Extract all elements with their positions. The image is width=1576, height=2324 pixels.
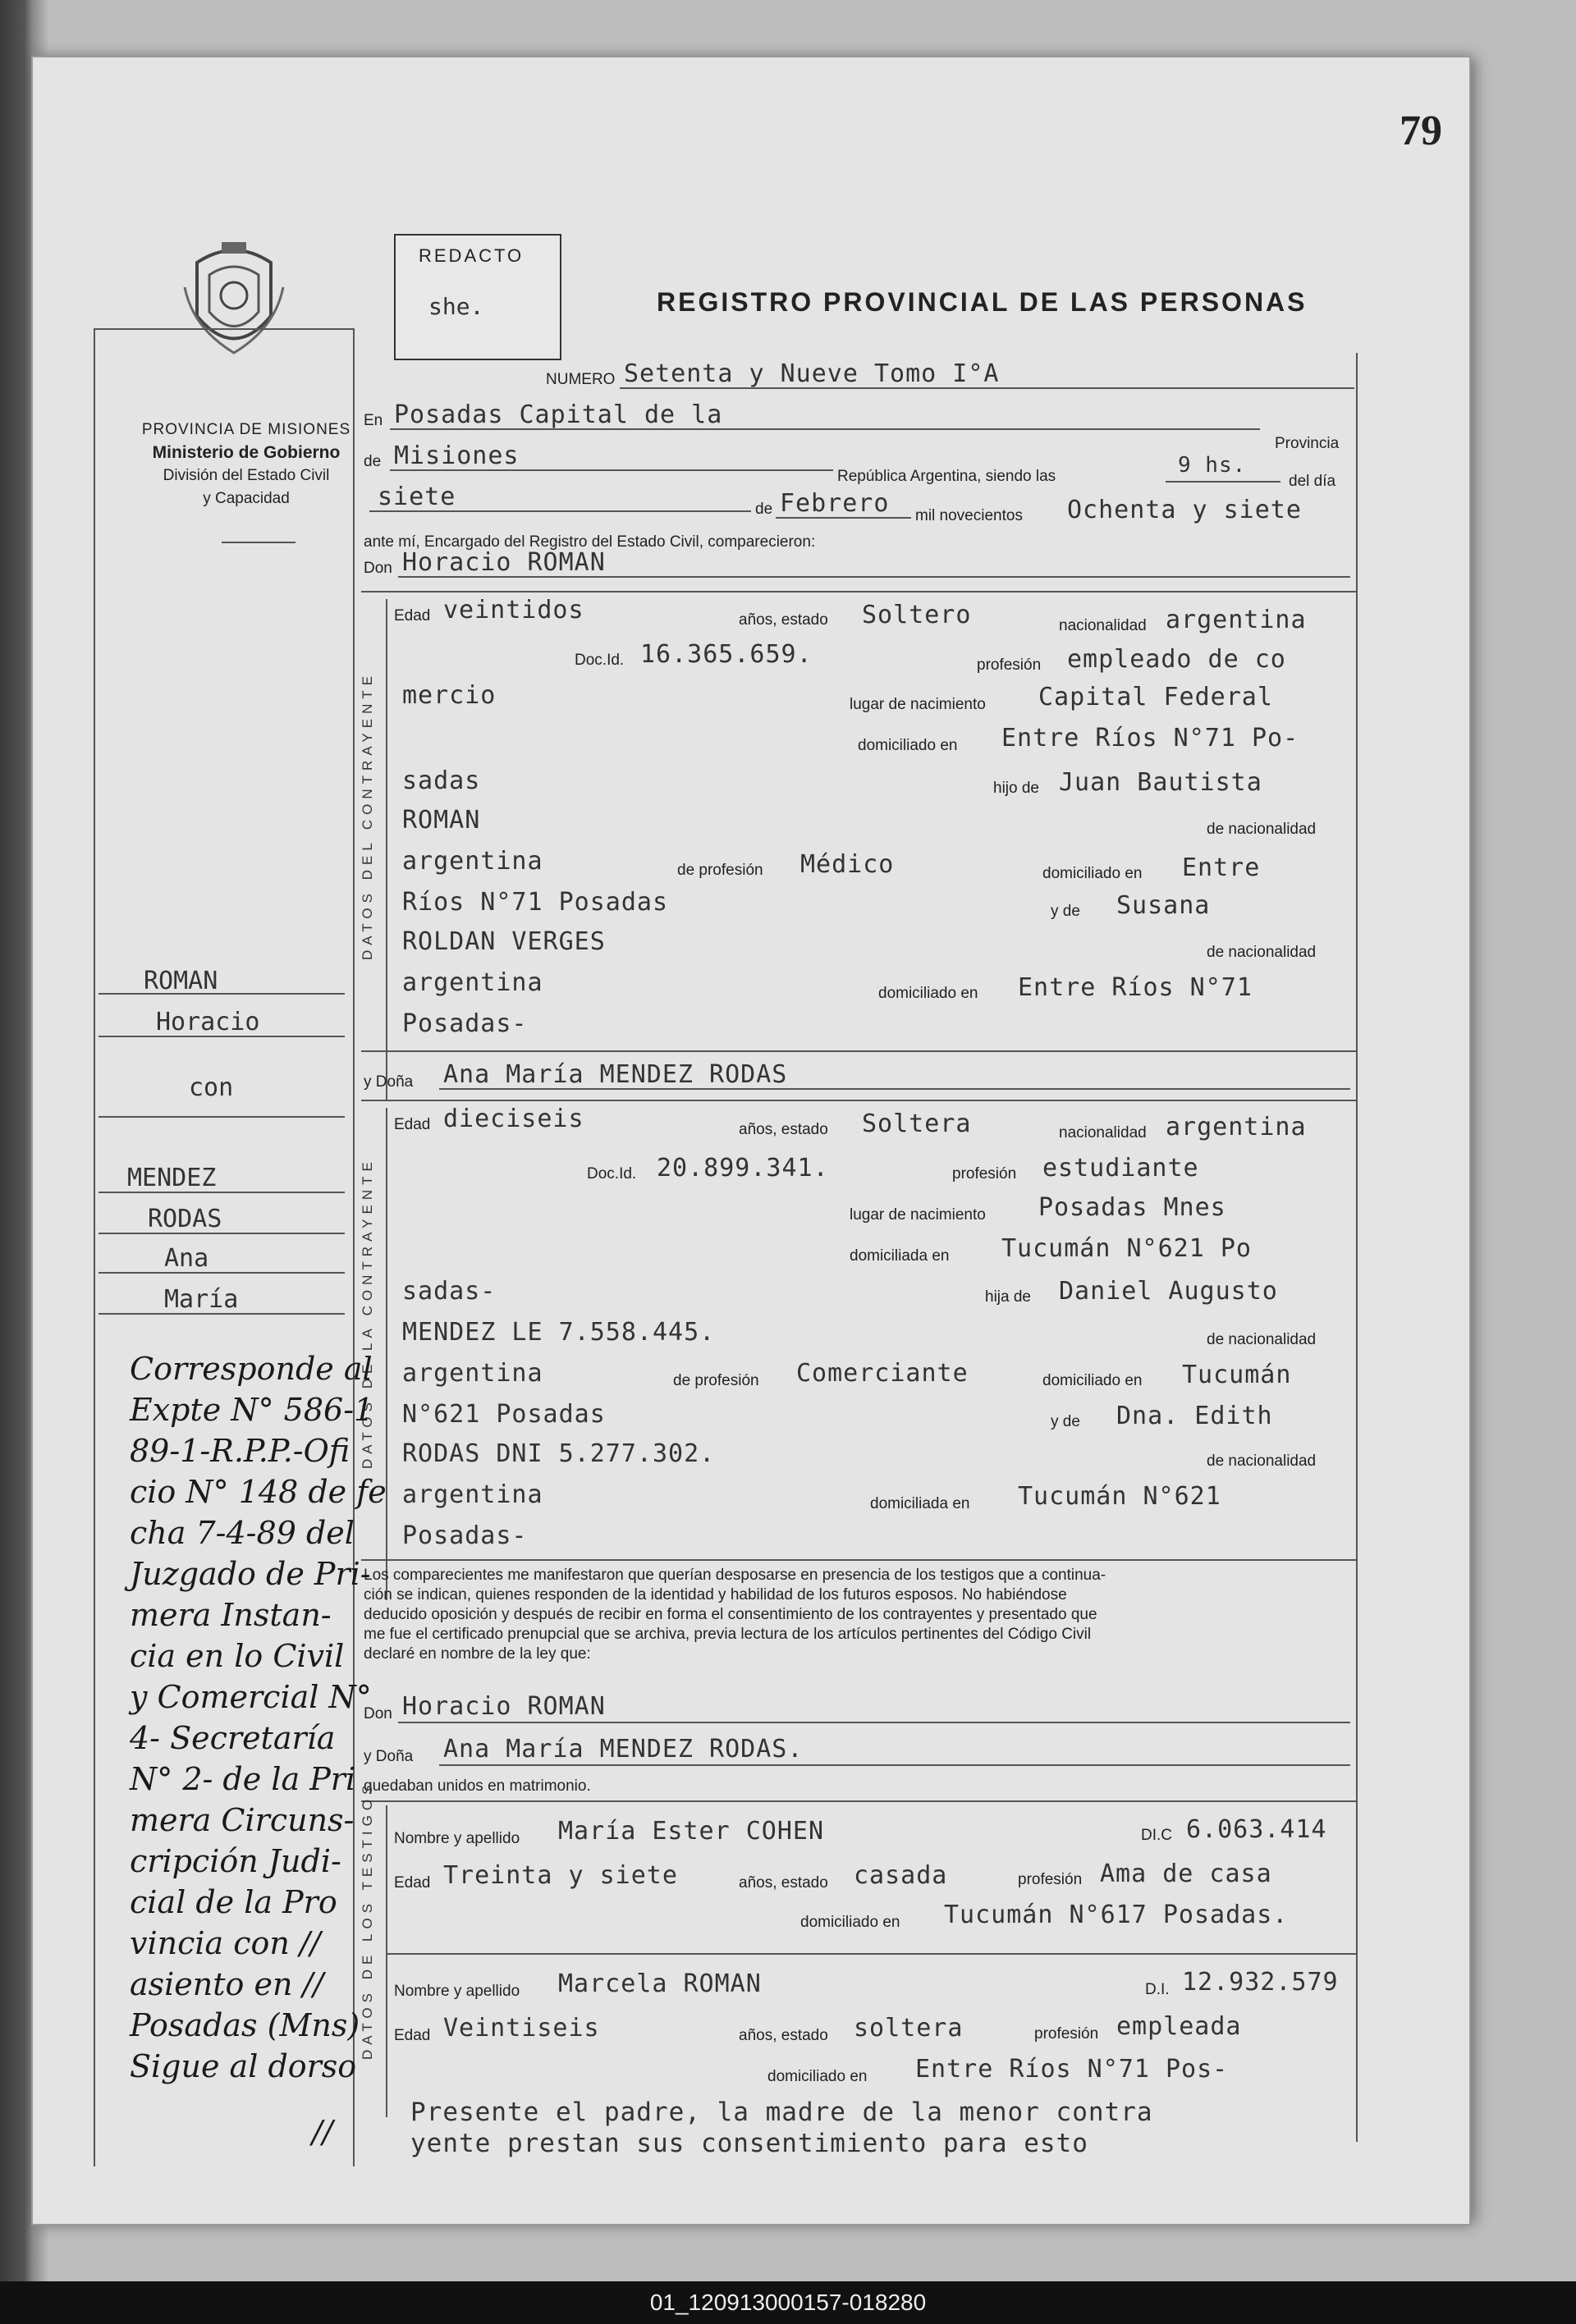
margin-slash-mark: //	[312, 2114, 333, 2150]
c2-padre-dom-cont: N°621 Posadas	[402, 1400, 606, 1429]
c2-profesion: estudiante	[1042, 1154, 1199, 1183]
testigo-divider	[386, 1953, 1356, 1955]
c2-padre-prof-label: de profesión	[673, 1372, 759, 1389]
testigos-section-line	[386, 1805, 387, 2117]
margin-note-line: cio N° 148 de fe	[130, 1474, 387, 1510]
t1-doc-label: DI.C	[1141, 1827, 1172, 1844]
c2-madre: Dna. Edith	[1116, 1402, 1273, 1430]
scan-footer-id: 01_120913000157-018280	[0, 2281, 1576, 2324]
t1-prof-label: profesión	[1018, 1871, 1083, 1888]
t1-edad: Treinta y siete	[443, 1861, 678, 1890]
don-label: Don	[364, 560, 392, 577]
t2-dom-label: domiciliado en	[767, 2068, 868, 2085]
c1-lugar: Capital Federal	[1038, 683, 1273, 711]
c2-estado: Soltera	[862, 1109, 972, 1138]
declaration-line: me fue el certificado prenupcial que se archiva, previa lectura de los artículos pertinentes del Código Civil	[364, 1626, 1092, 1643]
c1-profesion: empleado de co	[1067, 645, 1286, 674]
c2-doc-label: Doc.Id.	[587, 1165, 637, 1183]
margin-note-line: y Comercial N°	[130, 1679, 372, 1715]
c2-madre-dom: Tucumán N°621	[1018, 1482, 1221, 1511]
c1-doc: 16.365.659.	[640, 640, 813, 669]
margin-note-line: cripción Judi-	[130, 1843, 341, 1879]
margin-rule	[98, 993, 345, 995]
en-value: Posadas Capital de la	[394, 400, 723, 429]
margin-note-line: Juzgado de Pri-	[130, 1556, 371, 1592]
dona-label: y Doña	[364, 1073, 414, 1091]
margin-rule	[98, 1313, 345, 1315]
margin-top-line	[94, 328, 353, 330]
t2-nombre: Marcela ROMAN	[558, 1969, 762, 1998]
numero-line	[620, 387, 1354, 389]
c2-prof-label: profesión	[952, 1165, 1017, 1183]
document-title: REGISTRO PROVINCIAL DE LAS PERSONAS	[657, 287, 1308, 317]
declaration-line: declaré en nombre de la ley que:	[364, 1645, 591, 1663]
de-label: de	[364, 453, 382, 470]
decl-don-value: Horacio ROMAN	[402, 1692, 606, 1721]
dona-line	[439, 1088, 1350, 1090]
margin-note-line: Sigue al dorso	[130, 2048, 357, 2084]
c1-domicilio: Entre Ríos N°71 Po-	[1001, 724, 1299, 753]
margin-note-line: N° 2- de la Pri	[130, 1761, 356, 1797]
numero-value: Setenta y Nueve Tomo I°A	[624, 359, 1000, 388]
republica-label: República Argentina, siendo las	[837, 468, 1056, 485]
c1-estado-label: años, estado	[739, 611, 828, 629]
outer-margin-line	[94, 328, 95, 2166]
c2-padre-nac-label: de nacionalidad	[1207, 1331, 1317, 1348]
t2-edad-label: Edad	[394, 2027, 431, 2044]
t2-profesion: empleada	[1116, 2012, 1242, 2041]
dia-line	[369, 510, 751, 512]
right-border-line	[1356, 353, 1358, 2142]
t2-domicilio: Entre Ríos N°71 Pos-	[915, 2055, 1229, 2084]
t2-edad: Veintiseis	[443, 2014, 600, 2043]
margin-column-line	[353, 328, 355, 2166]
c2-madre-dom-label: domiciliada en	[870, 1495, 970, 1512]
mil-label: mil novecientos	[915, 507, 1023, 524]
c1-padre-apellido: ROMAN	[402, 806, 481, 835]
c1-lugar-label: lugar de nacimiento	[850, 696, 986, 713]
decl-dona-label: y Doña	[364, 1748, 414, 1765]
c2-lugar: Posadas Mnes	[1038, 1193, 1226, 1222]
t1-doc: 6.063.414	[1186, 1815, 1327, 1844]
c2-madre-nac-label: de nacionalidad	[1207, 1452, 1317, 1470]
testigos-extra-line-1: Presente el padre, la madre de la menor contra	[410, 2098, 1153, 2127]
de-value: Misiones	[394, 441, 520, 470]
en-label: En	[364, 412, 383, 429]
t2-doc: 12.932.579	[1182, 1968, 1339, 1997]
margin-note-line: Posadas (Mns)	[130, 2007, 360, 2043]
de-mes-label: de	[755, 501, 773, 518]
authority-province: PROVINCIA DE MISIONES	[141, 421, 351, 438]
de-line	[390, 469, 833, 471]
declaration-line: deducido oposición y después de recibir en forma el consentimiento de los contrayentes y presentado que	[364, 1606, 1097, 1623]
page-number: 79	[1400, 108, 1442, 154]
margin-note-line: vincia con //	[130, 1925, 321, 1961]
c2-lugar-label: lugar de nacimiento	[850, 1206, 986, 1224]
c1-padre-nac-label: de nacionalidad	[1207, 821, 1317, 838]
margin-note-line: Expte N° 586-1	[130, 1392, 374, 1428]
c1-profesion-cont: mercio	[402, 681, 497, 710]
c1-dom-label: domiciliado en	[858, 737, 958, 754]
contrayente1-section-label: DATOS DEL CONTRAYENTE	[360, 670, 375, 960]
margin-rule	[98, 1116, 345, 1118]
c1-nacionalidad: argentina	[1166, 606, 1307, 634]
don-line	[398, 576, 1350, 578]
c1-padre-dom-cont: Ríos N°71 Posadas	[402, 888, 669, 917]
authority-ministry: Ministerio de Gobierno	[152, 443, 341, 462]
quedaban-text: quedaban unidos en matrimonio.	[364, 1777, 591, 1795]
t1-profesion: Ama de casa	[1100, 1860, 1272, 1888]
margin-note-line: asiento en //	[130, 1966, 324, 2002]
don-value: Horacio ROMAN	[402, 548, 606, 577]
c1-domicilio-cont: sadas	[402, 766, 481, 795]
c2-estado-label: años, estado	[739, 1121, 828, 1138]
c2-madre-apellido: RODAS DNI 5.277.302.	[402, 1439, 716, 1468]
margin-note-line: mera Instan-	[130, 1597, 332, 1633]
c2-hija-label: hija de	[985, 1288, 1031, 1306]
c1-madre-nac-label: de nacionalidad	[1207, 944, 1317, 961]
coat-of-arms-seal-icon	[181, 238, 287, 361]
c1-edad: veintidos	[443, 596, 584, 624]
contrayente2-section-label: DATOS DE LA CONTRAYENTE	[360, 1157, 375, 1469]
authority-capacity: y Capacidad	[203, 490, 290, 507]
margin-rule	[98, 1192, 345, 1193]
margin-firstname-2: Ana	[164, 1244, 209, 1273]
t2-estado: soltera	[854, 2014, 964, 2043]
t1-domicilio: Tucumán N°617 Posadas.	[944, 1901, 1289, 1929]
margin-rule	[98, 1272, 345, 1274]
c1-doc-label: Doc.Id.	[575, 652, 625, 669]
authority-block	[107, 419, 386, 510]
c1-nac-label: nacionalidad	[1059, 617, 1147, 634]
dona-value: Ana María MENDEZ RODAS	[443, 1060, 788, 1089]
testigos-extra-line-2: yente prestan sus consentimiento para esto	[410, 2129, 1088, 2158]
contrayente1-divider	[361, 1050, 1356, 1052]
t1-nombre: María Ester COHEN	[558, 1817, 825, 1846]
c1-padre-prof-label: de profesión	[677, 862, 763, 879]
c1-estado: Soltero	[862, 601, 972, 629]
margin-rule	[98, 1233, 345, 1234]
t2-nombre-label: Nombre y apellido	[394, 1983, 520, 2000]
declaration-line: ción se indican, quienes responden de la identidad y habilidad de los futuros esposos. No habiéndose	[364, 1586, 1067, 1603]
c1-edad-label: Edad	[394, 607, 431, 624]
margin-note-line: cha 7-4-89 del	[130, 1515, 355, 1551]
del-dia-label: del día	[1289, 473, 1336, 490]
anio-value: Ochenta y siete	[1067, 496, 1302, 524]
margin-firstname-3: María	[164, 1285, 239, 1314]
margin-note-line: 4- Secretaría	[130, 1720, 336, 1756]
c2-padre-apellido: MENDEZ LE 7.558.445.	[402, 1318, 716, 1347]
ante-label: ante mí, Encargado del Registro del Estado Civil, comparecieron:	[364, 533, 816, 551]
c2-padre-prof: Comerciante	[796, 1359, 969, 1388]
c2-madre-nac: argentina	[402, 1480, 543, 1509]
c1-padre-dom: Entre	[1182, 853, 1261, 882]
c2-y-de-label: y de	[1051, 1413, 1080, 1430]
margin-note-line: 89-1-R.P.P.-Ofi	[130, 1433, 350, 1469]
dona-divider	[361, 1100, 1356, 1101]
margin-firstname: Horacio	[156, 1008, 260, 1036]
c2-nacionalidad: argentina	[1166, 1113, 1307, 1141]
header-divider	[361, 591, 1356, 592]
t2-doc-label: D.I.	[1145, 1981, 1170, 1998]
decl-don-label: Don	[364, 1705, 392, 1722]
testigos-section-label: DATOS DE LOS TESTIGOS	[360, 1780, 375, 2060]
margin-surname-3: RODAS	[148, 1205, 222, 1233]
t1-estado-label: años, estado	[739, 1874, 828, 1892]
contrayente2-section-line	[386, 1108, 387, 1600]
c1-padre-prof: Médico	[800, 850, 895, 879]
authority-divider	[222, 542, 296, 543]
c1-padre-nac: argentina	[402, 847, 543, 876]
margin-note-line: Corresponde al	[130, 1351, 373, 1387]
redacto-box	[394, 234, 561, 360]
c2-domicilio: Tucumán N°621 Po	[1001, 1234, 1252, 1263]
c1-hijo-label: hijo de	[993, 780, 1039, 797]
provincia-label: Provincia	[1275, 435, 1340, 452]
decl-dona-value: Ana María MENDEZ RODAS.	[443, 1735, 804, 1764]
c1-madre-dom-label: domiciliado en	[878, 985, 978, 1002]
mes-line	[776, 517, 911, 519]
c2-doc: 20.899.341.	[657, 1154, 829, 1183]
margin-note-line: mera Circuns-	[130, 1802, 355, 1838]
authority-division: División del Estado Civil	[163, 467, 330, 484]
c2-padre-dom: Tucumán	[1182, 1361, 1292, 1389]
c2-padre-nac: argentina	[402, 1359, 543, 1388]
c1-y-de-label: y de	[1051, 903, 1080, 920]
margin-surname: ROMAN	[144, 967, 218, 995]
t1-dom-label: domiciliado en	[800, 1914, 900, 1931]
margin-con: con	[189, 1073, 234, 1102]
redacto-label: REDACTO	[419, 245, 525, 266]
c1-madre-dom-cont: Posadas-	[402, 1009, 528, 1038]
c2-edad: dieciseis	[443, 1105, 584, 1133]
c2-dom-label: domiciliada en	[850, 1247, 950, 1265]
t1-nombre-label: Nombre y apellido	[394, 1830, 520, 1847]
c2-padre: Daniel Augusto	[1059, 1277, 1278, 1306]
c1-madre: Susana	[1116, 891, 1211, 920]
c2-madre-dom-cont: Posadas-	[402, 1521, 528, 1550]
mes-value: Febrero	[780, 489, 890, 518]
dia-value: siete	[378, 483, 456, 511]
numero-label: NUMERO	[546, 371, 616, 388]
decl-don-line	[398, 1722, 1350, 1723]
register-page	[33, 57, 1469, 2224]
decl-dona-line	[439, 1764, 1350, 1766]
c2-padre-dom-label: domiciliado en	[1042, 1372, 1143, 1389]
margin-surname-2: MENDEZ	[127, 1164, 217, 1192]
t1-estado: casada	[854, 1861, 948, 1890]
hora-value: 9 hs.	[1178, 453, 1247, 478]
t2-prof-label: profesión	[1034, 2025, 1099, 2043]
margin-note-line: cia en lo Civil	[130, 1638, 345, 1674]
c1-madre-dom: Entre Ríos N°71	[1018, 973, 1253, 1002]
margin-rule	[98, 1036, 345, 1037]
hora-line	[1166, 481, 1280, 483]
c1-prof-label: profesión	[977, 656, 1042, 674]
c1-madre-nac: argentina	[402, 968, 543, 997]
contrayente1-section-line	[386, 599, 387, 1100]
c2-edad-label: Edad	[394, 1116, 431, 1133]
c1-madre-apellido: ROLDAN VERGES	[402, 927, 606, 956]
decl-divider	[361, 1800, 1356, 1802]
declaration-line: Los comparecientes me manifestaron que querían desposarse en presencia de los testigos que a continua-	[364, 1567, 1106, 1584]
declaration-text	[364, 1566, 1357, 1664]
en-line	[390, 428, 1260, 430]
c2-domicilio-cont: sadas-	[402, 1277, 497, 1306]
c1-padre: Juan Bautista	[1059, 768, 1262, 797]
contrayente2-divider	[361, 1559, 1356, 1561]
margin-note-line: cial de la Pro	[130, 1884, 337, 1920]
c2-nac-label: nacionalidad	[1059, 1124, 1147, 1141]
t1-edad-label: Edad	[394, 1874, 431, 1892]
t2-estado-label: años, estado	[739, 2027, 828, 2044]
c1-padre-dom-label: domiciliado en	[1042, 865, 1143, 882]
redacto-value: she.	[428, 293, 484, 320]
